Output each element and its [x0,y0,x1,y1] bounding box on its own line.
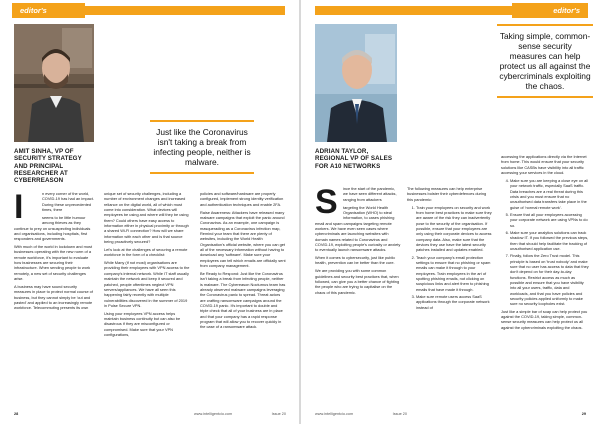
intro-paragraph: ince the start of the pandemic, we have seen different attacks, ranging from attackers [343,186,397,202]
page-number: 28 [14,412,19,416]
footer-right [582,412,586,416]
footer-issue: Issue 20 [392,412,407,416]
paragraph: Using your employees VPN access helps maintain business continuity but can also be disastrous if they are misconfigured or compromised. Make sure that your VPN configurations, [104,310,181,338]
list-item: 3. Make sure remote users access SaaS applications through the corporate network instead of [416,294,493,310]
list-item: 7. Finally, follow the Zero Trust model. This principle is based on 'trust nobody' and make sure that no user has access to data that they don't depend on for their day-to-day functions. Restrict access as much as possible and ensure that you have visibility into all your users, traffic, data and workloads, and that you have policies and security policies applied uniformly to make sure no security loopholes exist. [510,253,589,306]
article-column-2 [407,186,493,312]
paragraph: unique set of security challenges, including a number of environment changes and increased reliance on the digital world, all of which must come into consideration. What devices will employees be using and where will they be using them? Could others have easy access to information either in physical proximity or through a shared Wi-Fi connection? How will we share information with each other and is that source being proactively secured? [104,191,189,245]
list-item: 6. Make sure your analytics solutions can track shadow IT. If you followed the previous steps, then that should help facilitate the tracking of unauthorised application use. [510,230,589,251]
paragraph: policies and software/hardware are properly configured, implement strong identity verification and authentication techniques and enable 2FA. [200,191,284,207]
page-number: 29 [581,412,586,416]
article-column-3 [501,154,589,333]
drop-cap: S [315,183,338,221]
pull-quote: Just like the Coronavirus isn't taking a break from infecting people, neither is malware. [150,120,254,174]
paragraph: When it comes to cybersecurity, just like public health, prevention can be better than the cure. [315,255,396,266]
list-item: 2. Teach your company's email protection settings to ensure that no phishing or spam emails can make it through to your employees. Train employees in the art of spotting phishing emails, not clicking on suspicious links and alert them to phishing emails that have made it through. [416,255,493,292]
list-intro: The following measures can help enterprise businesses bolster their cyberdefences during this pandemic: [407,186,487,202]
closing-paragraph: Just like a simple bar of soap can help protect you against the COVID-19, taking simple, common-sense security measures can help protect us all against the cybercriminals exploiting the chaos. [501,308,588,330]
footer-issue: Issue 20 [271,412,286,416]
paragraph: While Many (if not most) organisations are providing their employees with VPN access to the company's internal network. While IT staff usually maintain the network and keep it secured and patched, people oftentimes neglect VPN servers/appliances. We have all seen this happening fairly recently with multiple vulnerabilities discovered in the summer of 2019 in Pulse Secure VPN. [104,260,190,308]
measures-list [407,205,493,311]
paragraph: Let's look at the challenges of securing a remote workforce in the form of a checklist: [104,246,188,258]
list-item: 1. Train your employees on security and work from home best practices to make sure they are aware of the risk they can inadvertently pose to the security of the organisation. If possible, ensure that your employees are only using their corporate devices to access company data. Also, make sure that the devices they use have the latest security patches installed and updates enabled. [416,205,493,253]
section-tab: editor's question [512,3,588,18]
paragraph: seems to be little humour among thieves as they continue to prey on unsuspecting individuals and organisations, including hospitals, first responders and governments. [14,214,91,242]
author-photo [14,24,94,142]
list-item: 4. Make sure you are keeping a close eye on all your network traffic, especially SaaS traffic. Data breaches are a real threat during this crisis and you must ensure that no unauthorised data transfers take place in the guise of 'normal remote work'. [510,178,589,210]
measures-list-continued [501,178,589,307]
list-item: 5. Ensure that all your employees accessing your corporate network are using VPNs to do so. [510,212,589,228]
footer-site: www.intelligentcio.com [194,412,233,416]
drop-cap: I [14,188,24,226]
paragraph: targeting the World Health Organisation (WHO) to steal information, to cases phishing email and spam campaigns targeting remote workers. We have even seen cases where cybercriminals are launching websites with domain names related to Coronavirus and COVID-19, exploiting people's curiosity or anxiety to eventually launch ransomware attacks. [315,204,401,253]
article-column-3 [200,191,286,332]
paragraph: Raise Awareness: Attackers have released many malware campaigns that exploit the panic around Coronavirus. As an example, one campaign is masquerading as a Coronavirus infection map, Remind your team that there are plenty of websites, including the World Health Organisation's official website, where you can get all of the necessary information without having to download any 'software'. Make sure your employees can tell which emails are officially sent from company management. [200,209,286,268]
author-photo [315,24,397,142]
author-byline: AMIT SINHA, VP OF SECURITY STRATEGY AND PRINCIPAL RESEARCHER AT CYBERREASON [14,148,82,185]
left-page [0,0,299,424]
author-byline: ADRIAN TAYLOR, REGIONAL VP OF SALES FOR A10 NETWORKS [315,148,393,170]
paragraph: Be Ready to Respond: Just like the Coronavirus isn't taking a break from infecting people, neither is malware. The Cybereason Nocturnus team has already observed malware campaigns leveraging the Coronavirus panic to spread. Threat actors are crafting ransomware campaigns around the COVID-19 panic. It's important to double and triple check that all of your business are in place and that your company has a rapid response program that will allow you to recover quickly in the case of a ransomware attack. [200,270,286,330]
right-page [301,0,600,424]
article-column-1 [14,188,94,313]
article-column-2 [104,191,190,340]
paragraph: accessing the applications directly via the Internet from home. This would ensure that your security solutions like CASBs have visibility into all traffic accessing your services in the cloud. [501,154,587,176]
paragraph: We are providing you with some common guidelines and security best practices that, when followed, can give you a better chance of fighting the people who are trying to capitalise on the chaos of this pandemic. [315,268,400,295]
footer-site: www.intelligentcio.com [315,412,354,416]
footer-meta [194,412,286,416]
footer-meta [315,412,407,416]
pull-quote: Taking simple, common-sense security measures can help protect us all against the cybercriminals exploiting the chaos. [497,24,593,98]
article-column-1 [315,183,401,298]
paragraph: A business may have sound security measures in place to protect normal course of business, but they cannot simply be 'cut and pasted' and applied to an increasingly remote workforce. Telecommuting presents its own [14,284,93,311]
paragraph: With much of the world in lockdown and most businesses operating with the new norm of a remote workforce, it's important to evaluate how businesses are securing their infrastructure. When sending people to work remotely, a new set of security challenges arise. [14,244,93,282]
intro-paragraph: n every corner of the world, COVID-19 has had an impact. During these unprecedented times, there [42,191,94,213]
footer-left [14,412,18,416]
section-tab: editor's [12,3,85,18]
